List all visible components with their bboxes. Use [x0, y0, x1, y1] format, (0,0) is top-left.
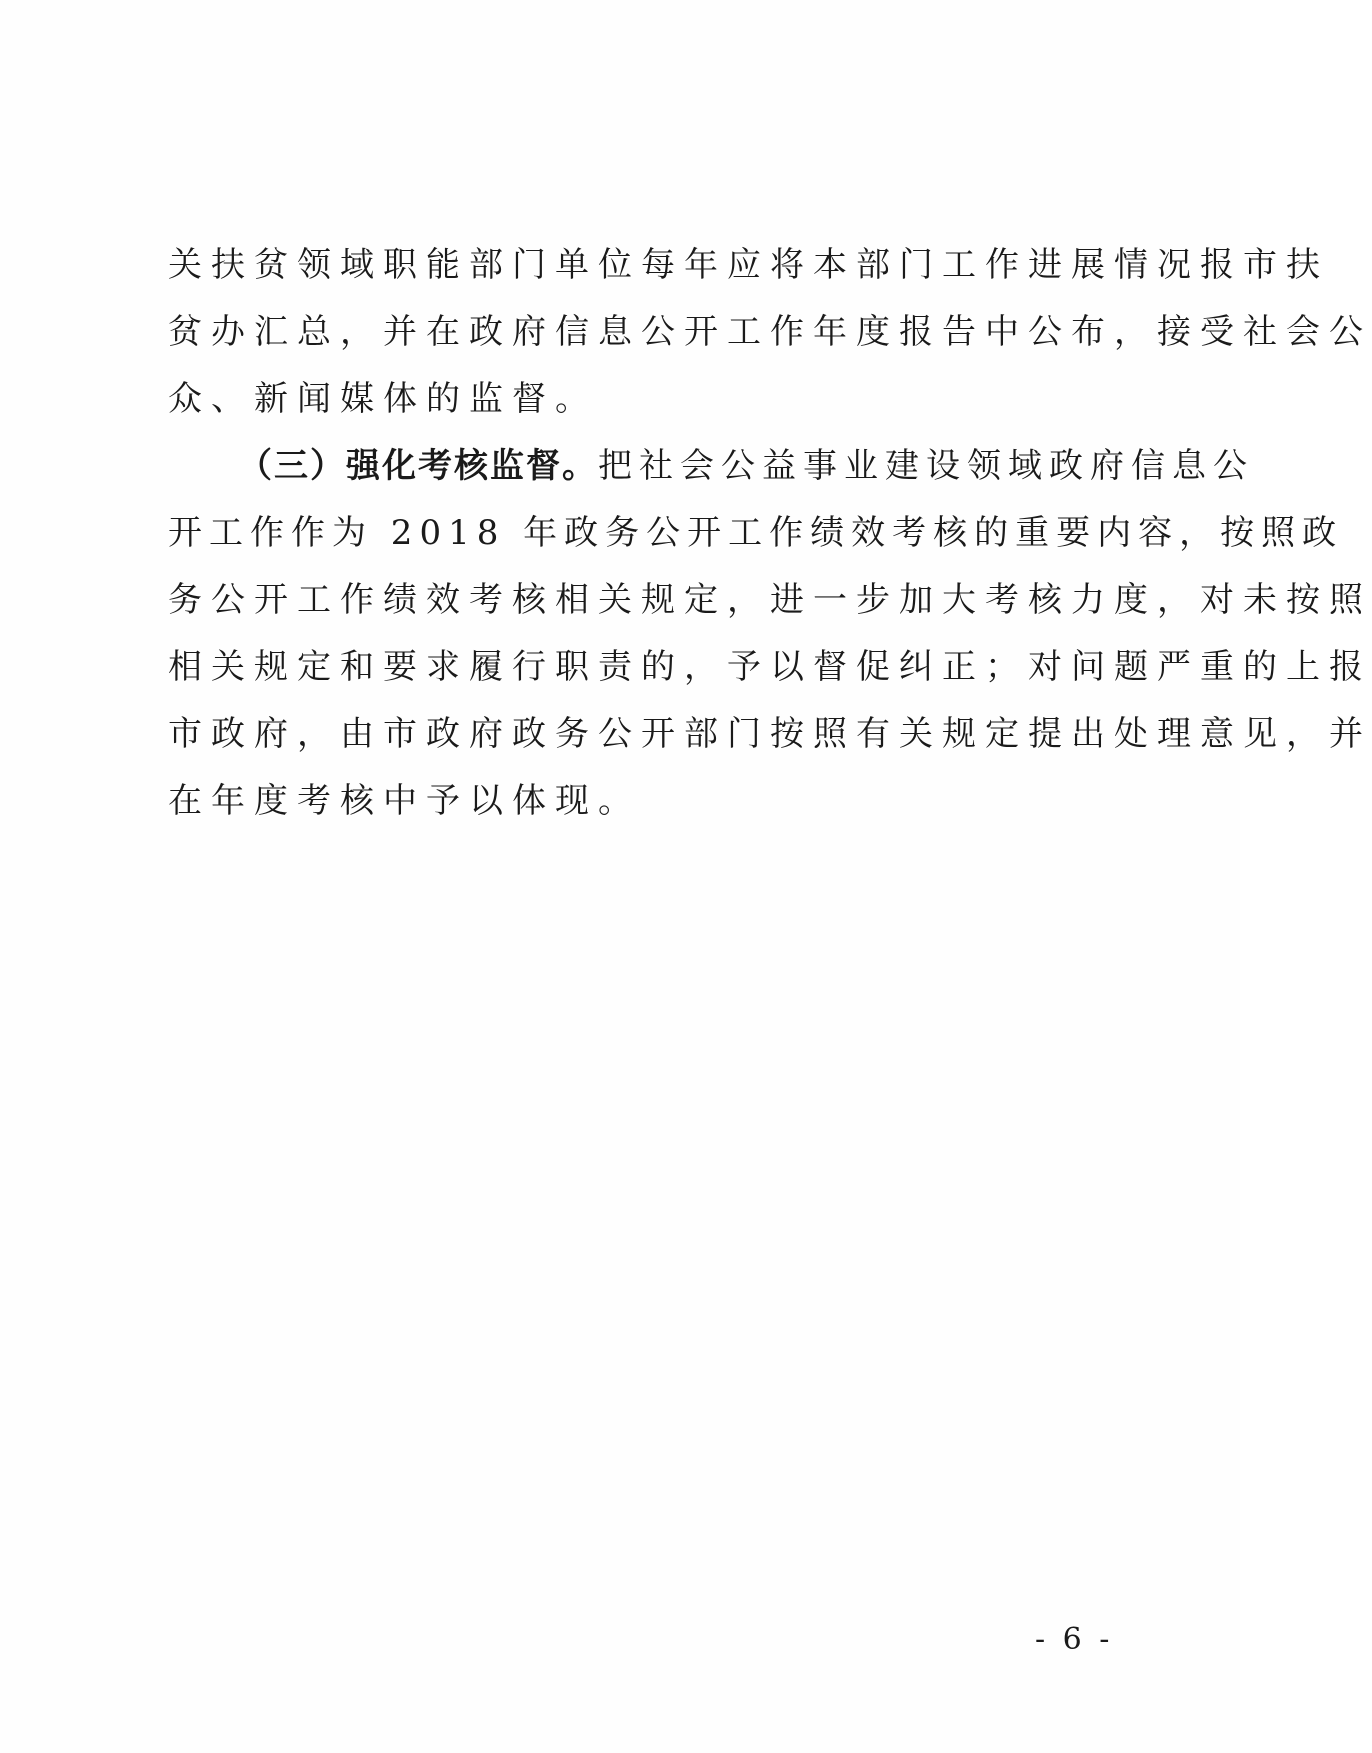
- section-3-first-line: [168, 433, 1254, 500]
- section-3-heading: （三）强化考核监督。: [238, 446, 598, 486]
- text-line: 务公开工作绩效考核相关规定，进一步加大考核力度，对未按照: [168, 580, 1372, 620]
- text-line: 关扶贫领域职能部门单位每年应将本部门工作进展情况报市扶: [168, 245, 1329, 285]
- text-line: 相关规定和要求履行职责的，予以督促纠正；对问题严重的上报: [168, 647, 1372, 687]
- text-line: 贫办汇总，并在政府信息公开工作年度报告中公布，接受社会公: [168, 312, 1372, 352]
- text-line: 开工作作为 2018 年政务公开工作绩效考核的重要内容，按照政: [168, 513, 1344, 553]
- text-line: 市政府，由市政府政务公开部门按照有关规定提出处理意见，并: [168, 714, 1372, 754]
- text-line: 众、新闻媒体的监督。: [168, 379, 598, 419]
- text-line: 在年度考核中予以体现。: [168, 781, 641, 821]
- page-number: - 6 -: [1035, 1622, 1114, 1657]
- document-body: [168, 232, 1372, 835]
- section-3-first-line-text: 把社会公益事业建设领域政府信息公: [598, 446, 1254, 486]
